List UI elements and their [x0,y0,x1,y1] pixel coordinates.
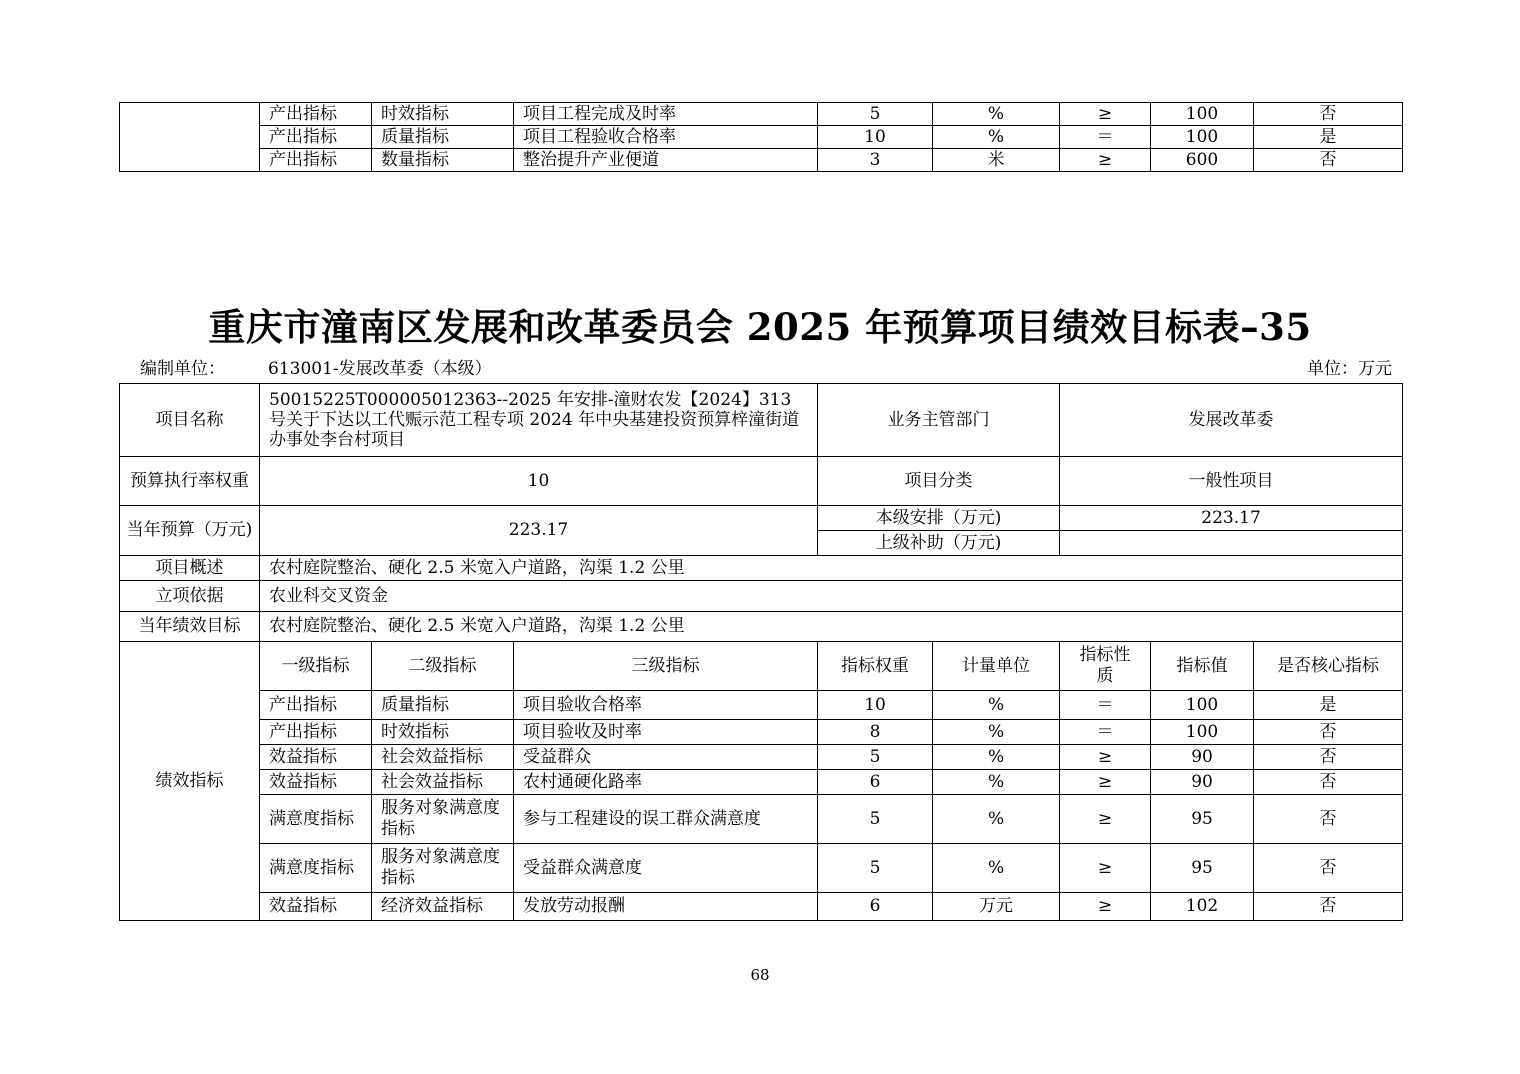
core-cell: 否 [1254,893,1403,921]
weight-cell: 8 [818,720,933,745]
nature-cell: ＝ [1060,720,1151,745]
dept-value: 发展改革委 [1060,384,1403,457]
weight-cell: 10 [818,126,933,149]
value-cell: 90 [1151,770,1254,795]
project-name-row [120,384,1403,457]
lvl1-cell: 产出指标 [260,149,372,172]
goal-label: 当年绩效目标 [120,612,260,642]
weight-cell: 6 [818,770,933,795]
header-nature: 指标性质 [1060,642,1151,691]
lvl3-cell: 发放劳动报酬 [514,893,818,921]
core-cell: 是 [1254,126,1403,149]
table-row [120,844,1403,893]
lvl1-cell: 产出指标 [260,126,372,149]
weight-cell: 6 [818,893,933,921]
nature-cell: ≥ [1060,795,1151,844]
basis-value: 农业科交叉资金 [260,581,1403,612]
page-title: 重庆市潼南区发展和改革委员会 2025 年预算项目绩效目标表–35 [208,305,1312,349]
exec-weight-label: 预算执行率权重 [120,457,260,506]
value-cell: 100 [1151,126,1254,149]
core-cell: 否 [1254,720,1403,745]
overview-label: 项目概述 [120,556,260,581]
nature-cell: ≥ [1060,844,1151,893]
lvl3-cell: 项目验收及时率 [514,720,818,745]
value-cell: 100 [1151,720,1254,745]
unit-label: 单位：万元 [1307,359,1392,379]
nature-cell: ≥ [1060,770,1151,795]
empty-section-cell [120,103,260,172]
header-lvl2: 二级指标 [372,642,514,691]
table-row [120,149,1403,172]
header-lvl3: 三级指标 [514,642,818,691]
header-core: 是否核心指标 [1254,642,1403,691]
local-label: 本级安排（万元) [818,506,1060,531]
lvl2-cell: 质量指标 [372,126,514,149]
lvl1-cell: 效益指标 [260,893,372,921]
value-cell: 100 [1151,691,1254,720]
lvl2-cell: 时效指标 [372,720,514,745]
unit-cell: % [933,795,1060,844]
goal-row [120,612,1403,642]
lvl3-cell: 项目验收合格率 [514,691,818,720]
unit-cell: % [933,745,1060,770]
weight-cell: 3 [818,149,933,172]
project-name-value: 50015225T000005012363--2025 年安排-潼财农发【2024】313 号关于下达以工代赈示范工程专项 2024 年中央基建投资预算梓潼街道办事处李台村项目 [260,384,818,457]
unit-cell: % [933,691,1060,720]
dept-label: 业务主管部门 [818,384,1060,457]
local-value: 223.17 [1060,506,1403,531]
lvl2-cell: 社会效益指标 [372,745,514,770]
core-cell: 否 [1254,103,1403,126]
lvl1-cell: 产出指标 [260,103,372,126]
goal-value: 农村庭院整治、硬化 2.5 米宽入户道路，沟渠 1.2 公里 [260,612,1403,642]
overview-row [120,556,1403,581]
page-number: 68 [750,966,770,984]
indicator-header-row [120,642,1403,691]
table-row [120,720,1403,745]
category-label: 项目分类 [818,457,1060,506]
performance-target-table [119,383,1403,921]
unit-cell: % [933,720,1060,745]
header-weight: 指标权重 [818,642,933,691]
lvl3-cell: 项目工程完成及时率 [514,103,818,126]
unit-cell: % [933,844,1060,893]
value-cell: 95 [1151,844,1254,893]
lvl1-cell: 产出指标 [260,691,372,720]
nature-cell: ≥ [1060,103,1151,126]
nature-cell: ≥ [1060,893,1151,921]
value-cell: 100 [1151,103,1254,126]
basis-row [120,581,1403,612]
lvl3-cell: 项目工程验收合格率 [514,126,818,149]
header-meta [140,358,1392,380]
lvl2-cell: 数量指标 [372,149,514,172]
weight-cell: 5 [818,745,933,770]
header-value: 指标值 [1151,642,1254,691]
table-row [120,126,1403,149]
budget-row [120,506,1403,531]
lvl3-cell: 受益群众满意度 [514,844,818,893]
upper-value [1060,531,1403,556]
unit-cell: % [933,126,1060,149]
lvl1-cell: 满意度指标 [260,795,372,844]
category-value: 一般性项目 [1060,457,1403,506]
value-cell: 102 [1151,893,1254,921]
core-cell: 否 [1254,745,1403,770]
budget-label: 当年预算（万元) [120,506,260,556]
unit-cell: 万元 [933,893,1060,921]
table-row [120,795,1403,844]
overview-value: 农村庭院整治、硬化 2.5 米宽入户道路，沟渠 1.2 公里 [260,556,1403,581]
header-unit: 计量单位 [933,642,1060,691]
lvl3-cell: 农村通硬化路率 [514,770,818,795]
org-value: 613001-发展改革委（本级） [268,359,492,379]
weight-cell: 5 [818,103,933,126]
basis-label: 立项依据 [120,581,260,612]
weight-cell: 5 [818,795,933,844]
lvl1-cell: 效益指标 [260,770,372,795]
upper-label: 上级补助（万元) [818,531,1060,556]
lvl1-cell: 产出指标 [260,720,372,745]
lvl2-cell: 质量指标 [372,691,514,720]
core-cell: 是 [1254,691,1403,720]
lvl2-cell: 服务对象满意度指标 [372,795,514,844]
value-cell: 95 [1151,795,1254,844]
exec-weight-row [120,457,1403,506]
project-name-label: 项目名称 [120,384,260,457]
lvl1-cell: 满意度指标 [260,844,372,893]
lvl3-cell: 受益群众 [514,745,818,770]
lvl3-cell: 参与工程建设的误工群众满意度 [514,795,818,844]
lvl2-cell: 时效指标 [372,103,514,126]
core-cell: 否 [1254,770,1403,795]
nature-cell: ＝ [1060,691,1151,720]
lvl2-cell: 社会效益指标 [372,770,514,795]
lvl2-cell: 服务对象满意度指标 [372,844,514,893]
exec-weight-value: 10 [260,457,818,506]
core-cell: 否 [1254,844,1403,893]
table-row [120,103,1403,126]
weight-cell: 10 [818,691,933,720]
lvl1-cell: 效益指标 [260,745,372,770]
nature-cell: ≥ [1060,149,1151,172]
unit-cell: % [933,103,1060,126]
table-row [120,745,1403,770]
value-cell: 600 [1151,149,1254,172]
budget-value: 223.17 [260,506,818,556]
value-cell: 90 [1151,745,1254,770]
table-row [120,770,1403,795]
weight-cell: 5 [818,844,933,893]
nature-cell: ≥ [1060,745,1151,770]
unit-cell: % [933,770,1060,795]
org-label: 编制单位： [140,359,225,379]
nature-cell: ＝ [1060,126,1151,149]
lvl2-cell: 经济效益指标 [372,893,514,921]
table-row [120,893,1403,921]
core-cell: 否 [1254,795,1403,844]
unit-cell: 米 [933,149,1060,172]
table-row [120,691,1403,720]
indicator-section-label: 绩效指标 [120,642,260,921]
core-cell: 否 [1254,149,1403,172]
header-lvl1: 一级指标 [260,642,372,691]
continued-indicator-table [119,102,1403,172]
lvl3-cell: 整治提升产业便道 [514,149,818,172]
